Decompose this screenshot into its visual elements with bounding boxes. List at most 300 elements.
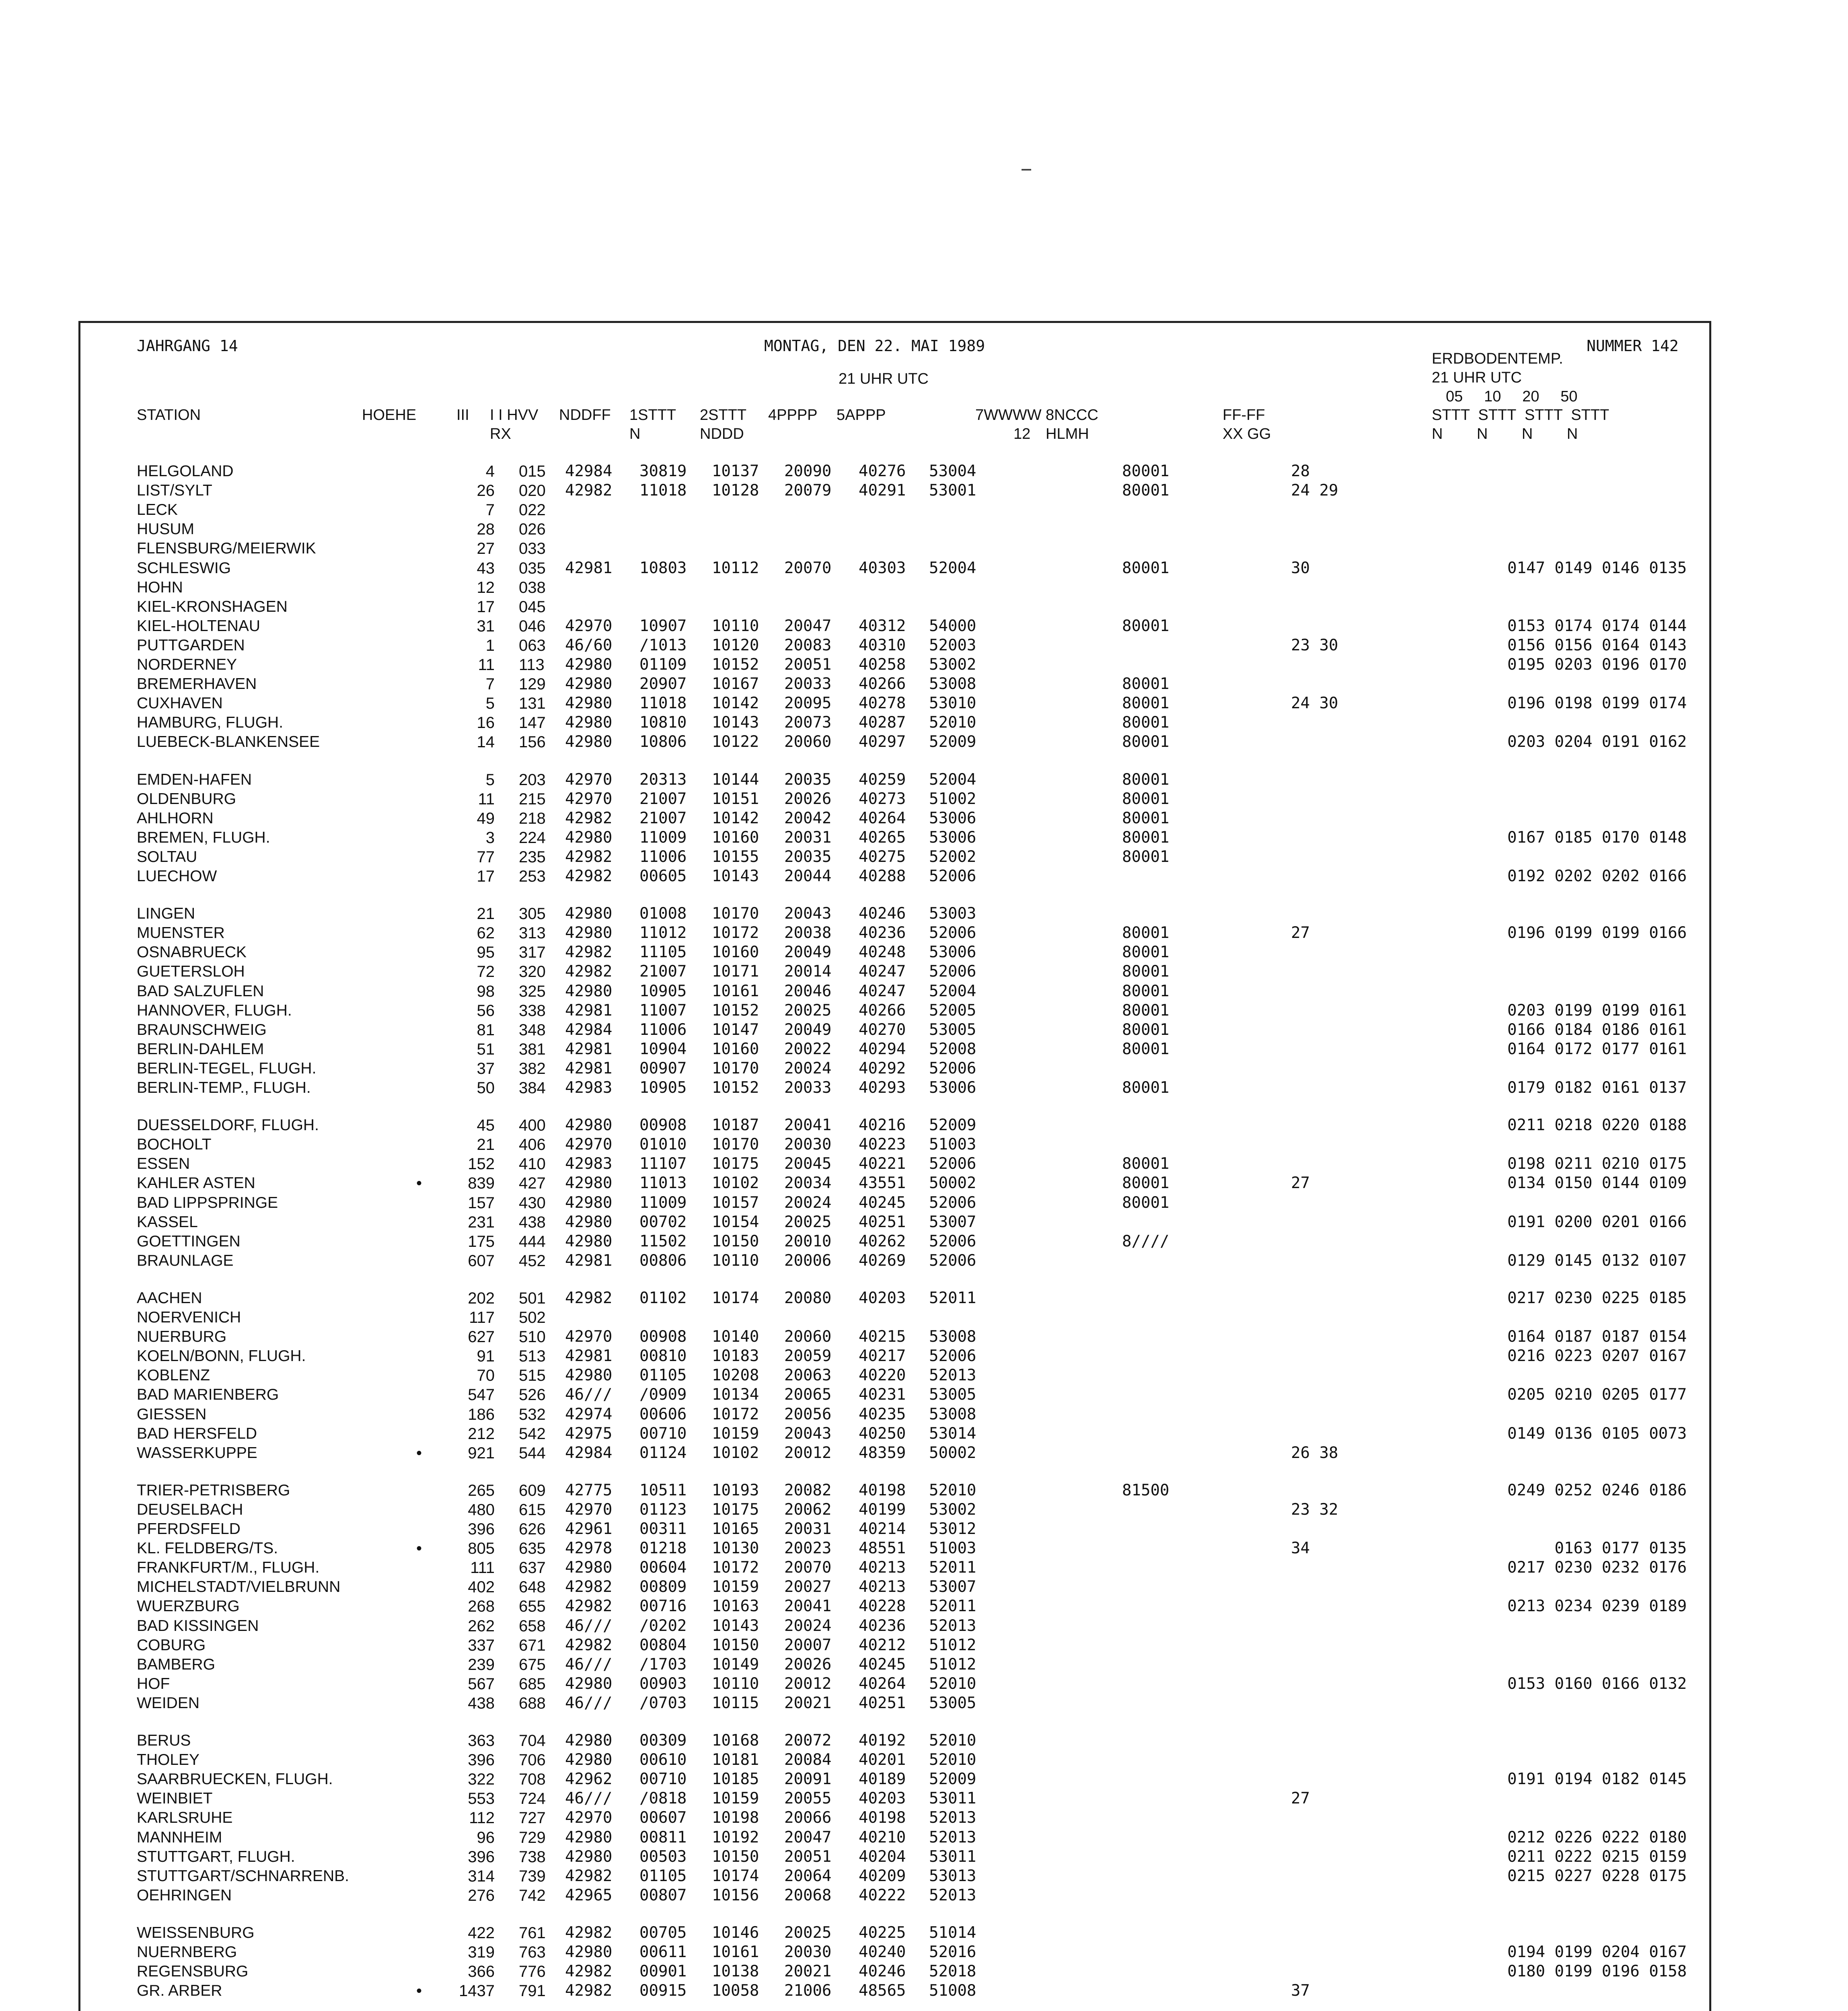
synop-group: 40210 [859,1828,906,1847]
station-name: BAD KISSINGEN [137,1617,259,1635]
station-height: 1437 [459,1982,495,2000]
synop-group: 42980 [565,1943,613,1961]
wind-gust: 27 [1291,924,1310,942]
synop-group: 40269 [859,1251,906,1270]
station-index: 763 [519,1943,546,1961]
station-height: 26 [477,482,495,500]
synop-group: 10152 [712,1001,759,1020]
station-index: 427 [519,1174,546,1193]
synop-group: 50002 [929,1443,976,1462]
soil-temperatures: 0211 0218 0220 0188 [1507,1116,1687,1135]
cloud-group: 80001 [1122,847,1170,866]
station-height: 4 [485,463,495,480]
synop-group: 01010 [639,1135,687,1154]
station-index: 382 [519,1059,546,1077]
station-index: 410 [519,1155,546,1173]
synop-group: 10198 [712,1809,759,1827]
soil-temperatures: 0198 0211 0210 0175 [1507,1155,1687,1173]
station-height: 70 [477,1367,495,1385]
synop-group: 21007 [639,790,687,808]
station-name: KAHLER ASTEN [137,1174,255,1192]
station-index: 203 [519,771,546,789]
synop-group: 40213 [859,1559,906,1577]
synop-group: 40297 [859,733,906,751]
synop-group: 10172 [712,924,759,942]
synop-group: 11012 [639,924,687,942]
synop-group: 10803 [639,559,687,577]
synop-group: 42980 [565,1232,613,1250]
synop-group: 20047 [784,1828,832,1847]
soil-temperatures: 0212 0226 0222 0180 [1507,1828,1687,1847]
station-name: WASSERKUPPE [137,1444,257,1462]
synop-group: 10140 [712,1328,759,1346]
synop-group: 11013 [639,1174,687,1193]
synop-group: 53011 [929,1789,976,1808]
synop-group: 46/60 [565,636,613,654]
station-height: 567 [468,1675,495,1693]
station-name: OSNABRUECK [137,944,247,961]
station-name: GR. ARBER [137,1982,222,2000]
soil-temperatures: 0249 0252 0246 0186 [1507,1481,1687,1499]
station-index: 776 [519,1963,546,1981]
station-height: 438 [468,1694,495,1712]
station-height: 231 [468,1213,495,1231]
synop-group: 40203 [859,1289,906,1307]
synop-group: 10170 [712,1135,759,1154]
wind-gust: 26 38 [1291,1443,1338,1462]
synop-group: 20070 [784,1559,832,1577]
station-index: 218 [519,809,546,827]
synop-group: 42970 [565,790,613,808]
soil-temperatures: 0192 0202 0202 0166 [1507,867,1687,885]
station-height: 319 [468,1943,495,1961]
cloud-group: 80001 [1122,481,1170,500]
synop-group: 42982 [565,1867,613,1885]
station-name: BAD MARIENBERG [137,1386,279,1404]
synop-group: 11009 [639,1193,687,1212]
synop-group: 00610 [639,1751,687,1769]
station-index: 113 [519,656,545,674]
synop-group: 42970 [565,1328,613,1346]
synop-group: 10175 [712,1500,759,1519]
station-index: 147 [519,714,546,732]
station-height: 43 [477,559,495,577]
col-ff-sub: XX GG [1223,426,1271,442]
station-height: 12 [477,578,495,596]
synop-group: 40199 [859,1500,906,1519]
synop-group: 10142 [712,809,759,827]
station-name: EMDEN-HAFEN [137,771,252,788]
station-name: NUERBURG [137,1328,227,1346]
cloud-group: 80001 [1122,462,1170,480]
synop-group: 40258 [859,656,906,674]
synop-group: 46/// [565,1616,613,1635]
synop-group: 42984 [565,1020,613,1039]
synop-group: 42965 [565,1886,613,1904]
synop-group: 20043 [784,905,832,923]
station-name: BAD LIPPSPRINGE [137,1194,278,1211]
synop-group: 20021 [784,1962,832,1981]
scan-mark [1022,169,1031,171]
synop-group: 21007 [639,809,687,827]
synop-group: 20063 [784,1366,832,1385]
synop-group: 40259 [859,770,906,789]
synop-group: 40198 [859,1481,906,1499]
synop-group: 42980 [565,828,613,847]
synop-group: 42980 [565,1366,613,1385]
synop-group: 42980 [565,1116,613,1135]
col-2sttt-sub: NDDD [700,426,744,442]
station-height: 96 [477,1828,495,1847]
synop-group: 10187 [712,1116,759,1135]
synop-group: 40235 [859,1405,906,1423]
volume-label: JAHRGANG 14 [137,337,238,355]
synop-group: 10810 [639,714,687,732]
synop-group: 20090 [784,462,832,480]
col-1sttt: 1STTT [629,407,676,424]
synop-group: 10175 [712,1155,759,1173]
synop-group: 20010 [784,1232,832,1250]
station-name: STUTTGART, FLUGH. [137,1848,295,1865]
synop-group: 10159 [712,1789,759,1808]
cloud-group: 81500 [1122,1481,1170,1499]
col-nddff: NDDFF [559,407,611,424]
station-name: ESSEN [137,1155,190,1173]
station-index: 655 [519,1598,546,1616]
synop-group: 11105 [639,943,687,962]
synop-group: 20073 [784,714,832,732]
synop-group: 53001 [929,481,976,500]
synop-group: 11018 [639,481,687,500]
soil-temperatures: 0129 0145 0132 0107 [1507,1251,1687,1270]
station-name: BERLIN-TEMP., FLUGH. [137,1079,311,1096]
synop-group: 52004 [929,982,976,1000]
synop-group: 51012 [929,1655,976,1674]
station-height: 117 [469,1309,495,1326]
synop-group: 40266 [859,675,906,693]
cloud-group: 8//// [1122,1232,1170,1250]
wind-gust: 23 32 [1291,1500,1338,1519]
station-height: 396 [468,1848,495,1866]
wind-gust: 28 [1291,462,1310,480]
synop-group: 10110 [712,617,759,635]
synop-group: 40266 [859,1001,906,1020]
cloud-group: 80001 [1122,790,1170,808]
synop-group: 20051 [784,1847,832,1866]
synop-group: 42980 [565,1731,613,1750]
cloud-group: 80001 [1122,733,1170,751]
synop-group: 40223 [859,1135,906,1154]
synop-group: 20044 [784,867,832,885]
synop-group: 01008 [639,905,687,923]
synop-group: 53005 [929,1694,976,1712]
synop-group: 01123 [639,1500,687,1519]
synop-group: 40247 [859,982,906,1000]
station-name: BRAUNLAGE [137,1252,234,1269]
synop-group: 51002 [929,790,976,808]
synop-group: 53011 [929,1847,976,1866]
synop-group: 40213 [859,1578,906,1596]
soil-temperatures: 0196 0199 0199 0166 [1507,924,1687,942]
soil-temperatures: 0194 0199 0204 0167 [1507,1943,1687,1961]
station-index: 761 [519,1924,546,1942]
synop-group: 10157 [712,1193,759,1212]
synop-group: 46/// [565,1694,613,1712]
synop-group: 53007 [929,1213,976,1231]
soil-depths: 05 10 20 50 [1446,388,1578,405]
synop-group: 42982 [565,943,613,962]
station-name: KL. FELDBERG/TS. [137,1540,278,1557]
station-height: 839 [468,1174,495,1193]
synop-group: 20025 [784,1001,832,1020]
synop-group: 53006 [929,1079,976,1097]
synop-group: 00705 [639,1923,687,1942]
station-height: 72 [477,963,495,981]
synop-group: 10174 [712,1867,759,1885]
synop-group: 20070 [784,559,832,577]
synop-group: 40264 [859,1674,906,1693]
synop-group: 20062 [784,1500,832,1519]
station-height: 50 [477,1079,495,1097]
station-index: 325 [519,982,546,1000]
synop-group: 20313 [639,770,687,789]
soil-temperatures: 0217 0230 0225 0185 [1507,1289,1687,1307]
cloud-group: 80001 [1122,924,1170,942]
station-index: 515 [519,1367,546,1385]
synop-group: 53010 [929,694,976,713]
synop-group: 10143 [712,867,759,885]
synop-group: 51003 [929,1135,976,1154]
station-index: 320 [519,963,546,981]
wind-gust: 23 30 [1291,636,1338,654]
station-name: KARLSRUHE [137,1809,233,1827]
soil-temperatures: 0149 0136 0105 0073 [1507,1424,1687,1443]
synop-group: 52006 [929,1193,976,1212]
station-height: 480 [468,1501,495,1519]
synop-group: 42974 [565,1405,613,1423]
synop-group: 10159 [712,1424,759,1443]
synop-group: 40262 [859,1232,906,1250]
synop-group: 53002 [929,656,976,674]
synop-group: 10170 [712,905,759,923]
synop-group: 11006 [639,847,687,866]
synop-group: 42981 [565,1001,613,1020]
station-index: 381 [519,1040,546,1058]
issue-number: NUMMER 142 [1587,337,1679,355]
wind-gust: 30 [1291,559,1310,577]
station-name: MANNHEIM [137,1828,222,1846]
synop-group: 20025 [784,1213,832,1231]
station-height: 157 [468,1194,495,1212]
synop-group: 01102 [639,1289,687,1307]
station-name: TRIER-PETRISBERG [137,1481,290,1499]
synop-group: 00702 [639,1213,687,1231]
station-name: HANNOVER, FLUGH. [137,1001,292,1019]
synop-group: 10905 [639,982,687,1000]
synop-group: 52010 [929,1674,976,1693]
station-index: 384 [519,1079,546,1097]
synop-group: 00806 [639,1251,687,1270]
synop-group: 20014 [784,962,832,981]
synop-group: 20064 [784,1867,832,1885]
synop-group: 10163 [712,1597,759,1616]
synop-group: 10806 [639,733,687,751]
synop-group: 53006 [929,943,976,962]
report-time: 21 UHR UTC [839,370,929,387]
station-index: 452 [519,1252,546,1270]
station-index: 671 [519,1636,546,1654]
synop-group: 40312 [859,617,906,635]
wind-gust: 27 [1291,1174,1310,1193]
station-height: 366 [468,1963,495,1981]
soil-temperatures: 0153 0160 0166 0132 [1507,1674,1687,1693]
synop-group: 42961 [565,1520,613,1538]
synop-group: 40275 [859,847,906,866]
synop-group: 20035 [784,770,832,789]
soil-temperatures: 0196 0198 0199 0174 [1507,694,1687,713]
station-index: 609 [519,1481,546,1499]
station-height: 21 [477,1136,495,1154]
synop-group: 20025 [784,1923,832,1942]
synop-group: 52006 [929,867,976,885]
synop-group: 21006 [784,1982,832,2000]
synop-group: 20045 [784,1155,832,1173]
synop-group: 42775 [565,1481,613,1499]
synop-group: 20047 [784,617,832,635]
synop-group: 10165 [712,1520,759,1538]
station-height: 17 [477,598,495,616]
station-name: STUTTGART/SCHNARRENB. [137,1867,349,1885]
synop-group: 10138 [712,1962,759,1981]
synop-group: 10142 [712,694,759,713]
synop-group: 10150 [712,1636,759,1654]
soil-temp-time: 21 UHR UTC [1432,369,1522,386]
soil-temperatures: 0203 0199 0199 0161 [1507,1001,1687,1020]
synop-group: 42982 [565,962,613,981]
synop-group: 42984 [565,462,613,480]
wind-gust: 34 [1291,1539,1310,1558]
synop-group: 20034 [784,1174,832,1193]
synop-group: 53013 [929,1867,976,1885]
station-height: 98 [477,982,495,1000]
synop-group: 20030 [784,1135,832,1154]
synop-group: 40222 [859,1886,906,1904]
station-name: BREMEN, FLUGH. [137,829,270,846]
synop-group: 20059 [784,1347,832,1365]
synop-group: 40270 [859,1020,906,1039]
station-height: 627 [468,1328,495,1346]
soil-temperatures: 0164 0187 0187 0154 [1507,1328,1687,1346]
synop-group: 52013 [929,1828,976,1847]
station-height: 5 [485,771,495,789]
station-index: 738 [519,1848,546,1866]
cloud-group: 80001 [1122,1020,1170,1039]
synop-group: 20042 [784,809,832,827]
station-index: 685 [519,1675,546,1693]
synop-group: 40214 [859,1520,906,1538]
synop-group: 20031 [784,828,832,847]
synop-group: 10160 [712,828,759,847]
col-4pppp: 4PPPP [768,407,818,424]
synop-group: 11006 [639,1020,687,1039]
station-name: LUECHOW [137,868,217,885]
station-name: COBURG [137,1636,206,1654]
synop-group: 10155 [712,847,759,866]
synop-group: 46/// [565,1789,613,1808]
synop-group: 10152 [712,1079,759,1097]
cloud-group: 80001 [1122,943,1170,962]
synop-group: 00901 [639,1962,687,1981]
station-name: HELGOLAND [137,463,234,480]
col-hoehe: HOEHE [362,407,417,424]
synop-group: 40225 [859,1923,906,1942]
station-height: 112 [469,1809,495,1827]
station-index: 444 [519,1232,546,1250]
synop-group: 11107 [639,1155,687,1173]
station-height: 16 [477,714,495,732]
soil-temperatures: 0147 0149 0146 0135 [1507,559,1687,577]
soil-temperatures: 0211 0222 0215 0159 [1507,1847,1687,1866]
synop-group: 40246 [859,1962,906,1981]
synop-group: 20079 [784,481,832,500]
station-index: 430 [519,1194,546,1212]
synop-group: 42970 [565,770,613,789]
synop-group: 20084 [784,1751,832,1769]
synop-group: 53008 [929,675,976,693]
synop-group: 42980 [565,714,613,732]
station-name: OLDENBURG [137,790,236,808]
cloud-group: 80001 [1122,1155,1170,1173]
synop-group: 10208 [712,1366,759,1385]
col-8nccc: 8NCCC [1046,407,1098,424]
station-height: 553 [468,1790,495,1808]
synop-group: 00811 [639,1828,687,1847]
synop-group: 10183 [712,1347,759,1365]
synop-group: 10115 [712,1694,759,1712]
synop-group: 40264 [859,809,906,827]
synop-group: 46/// [565,1386,613,1404]
synop-group: 42980 [565,1213,613,1231]
station-index: 502 [519,1309,546,1326]
station-index: 626 [519,1520,546,1538]
synop-group: 10193 [712,1481,759,1499]
station-name: MUENSTER [137,924,225,942]
synop-group: 42982 [565,847,613,866]
station-index: 038 [519,578,546,596]
synop-group: 40247 [859,962,906,981]
synop-group: 20066 [784,1809,832,1827]
synop-group: 10905 [639,1079,687,1097]
synop-group: 20033 [784,1079,832,1097]
synop-group: 52010 [929,714,976,732]
cloud-group: 80001 [1122,694,1170,713]
synop-group: 53005 [929,1386,976,1404]
station-index: 724 [519,1790,546,1808]
cloud-group: 80001 [1122,1079,1170,1097]
synop-group: 10149 [712,1655,759,1674]
synop-group: 53008 [929,1328,976,1346]
synop-group: 40293 [859,1079,906,1097]
synop-group: 52018 [929,1962,976,1981]
synop-group: 00309 [639,1731,687,1750]
synop-group: 01218 [639,1539,687,1558]
station-name: LECK [137,501,178,519]
synop-group: 10143 [712,714,759,732]
station-name: FRANKFURT/M., FLUGH. [137,1559,320,1577]
soil-temperatures: 0213 0234 0239 0189 [1507,1597,1687,1616]
station-height: 607 [468,1252,495,1270]
col-ff: FF-FF [1223,407,1265,424]
